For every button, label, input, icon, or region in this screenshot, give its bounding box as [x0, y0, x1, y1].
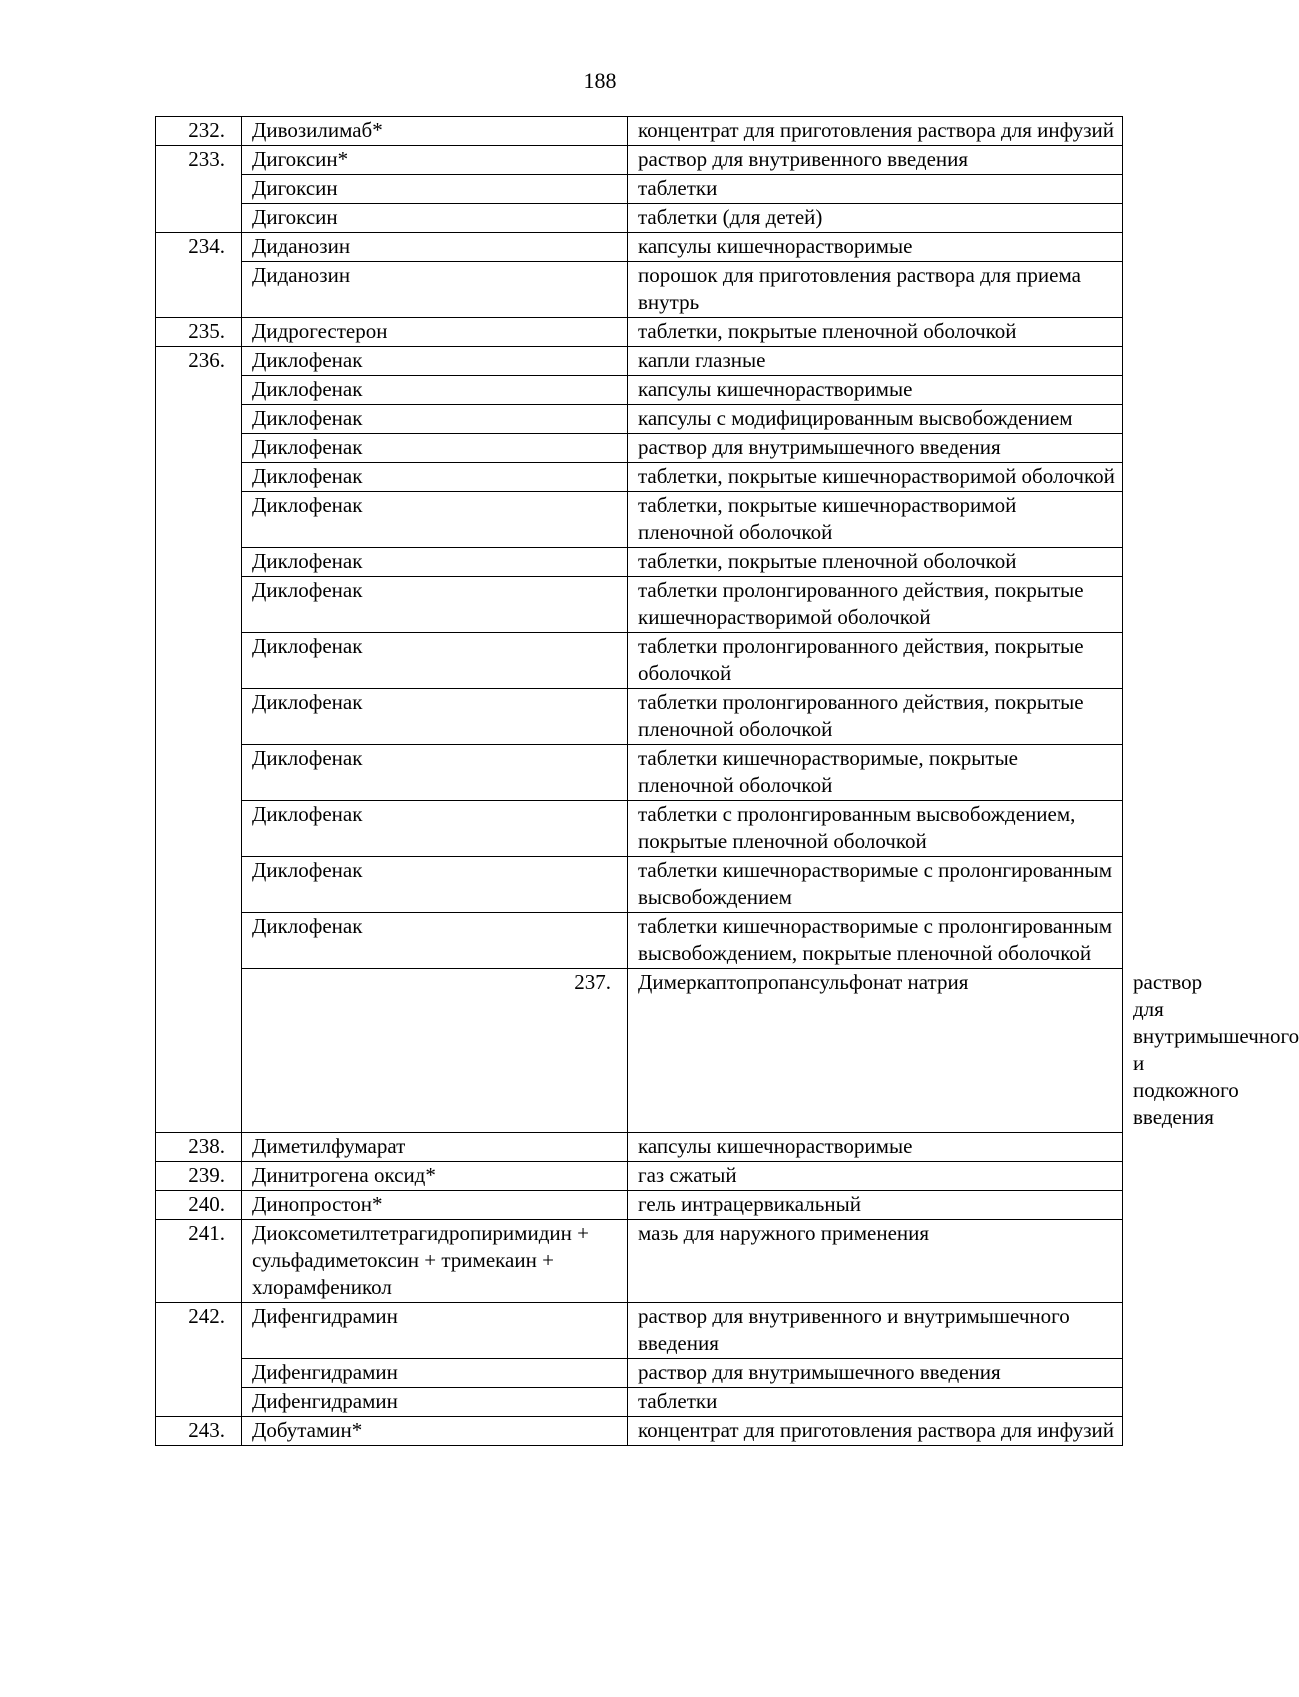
- dosage-form-cell: капли глазные: [628, 347, 1123, 376]
- dosage-form-cell: таблетки, покрытые кишечнорастворимой пленочной оболочкой: [628, 492, 1123, 548]
- table-row: [156, 175, 1123, 204]
- dosage-form-cell: таблетки с пролонгированным высвобождением, покрытые пленочной оболочкой: [628, 801, 1123, 857]
- row-number-cell: 240.: [156, 1191, 242, 1220]
- drug-name-cell: Дифенгидрамин: [242, 1359, 628, 1388]
- row-number-cell: 243.: [156, 1417, 242, 1446]
- dosage-form-cell: таблетки, покрытые пленочной оболочкой: [628, 318, 1123, 347]
- table-row: [156, 434, 1123, 463]
- table-row: [156, 233, 1123, 262]
- dosage-form-cell: раствор для внутримышечного введения: [628, 434, 1123, 463]
- drug-name-cell: Диклофенак: [242, 376, 628, 405]
- dosage-form-cell: капсулы с модифицированным высвобождением: [628, 405, 1123, 434]
- dosage-form-cell: таблетки пролонгированного действия, покрытые кишечнорастворимой оболочкой: [628, 577, 1123, 633]
- table-row: [156, 347, 1123, 376]
- dosage-form-cell: таблетки кишечнорастворимые с пролонгированным высвобождением, покрытые пленочной оболочкой: [628, 913, 1123, 969]
- table-row: [156, 1133, 1123, 1162]
- drug-name-cell: Диклофенак: [242, 463, 628, 492]
- drug-name-cell: Диоксометилтетрагидропиримидин + сульфадиметоксин + тримекаин + хлорамфеникол: [242, 1220, 628, 1303]
- row-number-cell: 232.: [156, 117, 242, 146]
- drug-name-cell: Диклофенак: [242, 347, 628, 376]
- dosage-form-cell: раствор для внутривенного и внутримышечного введения: [628, 1303, 1123, 1359]
- table-row: [156, 146, 1123, 175]
- drug-name-cell: Диклофенак: [242, 801, 628, 857]
- dosage-form-cell: раствор для внутривенного введения: [628, 146, 1123, 175]
- drug-name-cell: Диклофенак: [242, 405, 628, 434]
- table-row: [156, 548, 1123, 577]
- dosage-form-cell: газ сжатый: [628, 1162, 1123, 1191]
- table-row: [156, 745, 1123, 801]
- drug-name-cell: Дифенгидрамин: [242, 1388, 628, 1417]
- drug-name-cell: Дигоксин*: [242, 146, 628, 175]
- drug-name-cell: Димеркаптопропансульфонат натрия: [628, 969, 1123, 1133]
- dosage-form-cell: таблетки кишечнорастворимые, покрытые пленочной оболочкой: [628, 745, 1123, 801]
- dosage-form-cell: таблетки: [628, 1388, 1123, 1417]
- drug-name-cell: Динопростон*: [242, 1191, 628, 1220]
- dosage-form-cell: раствор для внутримышечного введения: [628, 1359, 1123, 1388]
- table-row: [156, 492, 1123, 548]
- table-row: [156, 1162, 1123, 1191]
- drug-name-cell: Диклофенак: [242, 577, 628, 633]
- drug-name-cell: Динитрогена оксид*: [242, 1162, 628, 1191]
- table-row: [156, 1220, 1123, 1303]
- table-row: [156, 405, 1123, 434]
- drug-name-cell: Диклофенак: [242, 913, 628, 969]
- drug-name-cell: Добутамин*: [242, 1417, 628, 1446]
- drug-name-cell: Диклофенак: [242, 745, 628, 801]
- drug-name-cell: Диклофенак: [242, 689, 628, 745]
- table-row: [156, 689, 1123, 745]
- dosage-form-cell: капсулы кишечнорастворимые: [628, 233, 1123, 262]
- dosage-form-cell: таблетки: [628, 175, 1123, 204]
- dosage-form-cell: порошок для приготовления раствора для приема внутрь: [628, 262, 1123, 318]
- drug-name-cell: Диметилфумарат: [242, 1133, 628, 1162]
- table-row: [156, 204, 1123, 233]
- row-number-cell: 238.: [156, 1133, 242, 1162]
- row-number-cell: 237.: [242, 969, 628, 1133]
- row-number-cell: 236.: [156, 347, 242, 1133]
- drug-name-cell: Диклофенак: [242, 434, 628, 463]
- drug-table-body: [156, 117, 1299, 1446]
- table-row: [156, 1359, 1123, 1388]
- drug-name-cell: Дифенгидрамин: [242, 1303, 628, 1359]
- dosage-form-cell: концентрат для приготовления раствора для инфузий: [628, 117, 1123, 146]
- drug-name-cell: Диклофенак: [242, 633, 628, 689]
- table-row: [156, 117, 1123, 146]
- row-number-cell: 242.: [156, 1303, 242, 1417]
- page-number: 188: [583, 68, 617, 93]
- dosage-form-cell: таблетки, покрытые кишечнорастворимой оболочкой: [628, 463, 1123, 492]
- table-row: [156, 1191, 1123, 1220]
- drug-name-cell: Дивозилимаб*: [242, 117, 628, 146]
- table-row: [156, 801, 1123, 857]
- table-row: [156, 1417, 1123, 1446]
- table-row: [156, 318, 1123, 347]
- row-number-cell: 235.: [156, 318, 242, 347]
- table-row: [156, 577, 1123, 633]
- drug-name-cell: Диклофенак: [242, 857, 628, 913]
- row-number-cell: 241.: [156, 1220, 242, 1303]
- dosage-form-cell: капсулы кишечнорастворимые: [628, 1133, 1123, 1162]
- drug-name-cell: Диклофенак: [242, 548, 628, 577]
- dosage-form-cell: таблетки пролонгированного действия, покрытые пленочной оболочкой: [628, 689, 1123, 745]
- drug-table: [155, 116, 1299, 1446]
- table-row: [156, 1388, 1123, 1417]
- dosage-form-cell: капсулы кишечнорастворимые: [628, 376, 1123, 405]
- drug-name-cell: Диданозин: [242, 233, 628, 262]
- dosage-form-cell: таблетки пролонгированного действия, покрытые оболочкой: [628, 633, 1123, 689]
- drug-name-cell: Диданозин: [242, 262, 628, 318]
- row-number-cell: 239.: [156, 1162, 242, 1191]
- table-row: [156, 376, 1123, 405]
- drug-name-cell: Дидрогестерон: [242, 318, 628, 347]
- table-row: [156, 262, 1123, 318]
- dosage-form-cell: таблетки, покрытые пленочной оболочкой: [628, 548, 1123, 577]
- drug-name-cell: Дигоксин: [242, 204, 628, 233]
- dosage-form-cell: мазь для наружного применения: [628, 1220, 1123, 1303]
- row-number-cell: 234.: [156, 233, 242, 318]
- dosage-form-cell: концентрат для приготовления раствора для инфузий: [628, 1417, 1123, 1446]
- drug-name-cell: Диклофенак: [242, 492, 628, 548]
- table-row: [156, 1303, 1123, 1359]
- table-row: [156, 857, 1123, 913]
- dosage-form-cell: гель интрацервикальный: [628, 1191, 1123, 1220]
- dosage-form-cell: таблетки (для детей): [628, 204, 1123, 233]
- table-row: 237. Димеркаптопропансульфонат натрия раствор для внутримышечного и подкожного введения: [156, 969, 1123, 1133]
- row-number-cell: 233.: [156, 146, 242, 233]
- table-row: [156, 633, 1123, 689]
- dosage-form-cell: таблетки кишечнорастворимые с пролонгированным высвобождением: [628, 857, 1123, 913]
- table-row: [156, 463, 1123, 492]
- drug-name-cell: Дигоксин: [242, 175, 628, 204]
- table-row: [156, 913, 1123, 969]
